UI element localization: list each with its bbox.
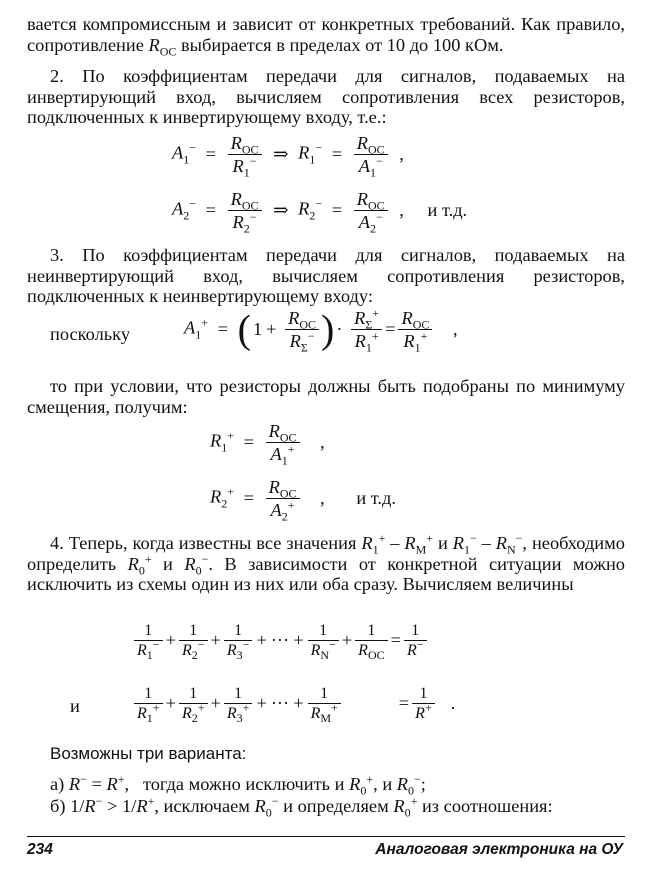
- numerator: 1: [134, 684, 163, 704]
- equals-sign: =: [243, 488, 254, 509]
- paragraph-step-4: [27, 530, 625, 595]
- var-R: R: [349, 774, 361, 794]
- sub: OC: [279, 486, 297, 501]
- dash: –: [390, 533, 400, 553]
- sup: +: [331, 700, 338, 715]
- paragraph-text: , исключаем: [154, 796, 250, 816]
- comma: ,: [399, 200, 404, 221]
- sub: 0: [265, 805, 272, 820]
- var-R: R: [361, 533, 373, 553]
- fraction: [228, 132, 262, 180]
- sub: OC: [299, 317, 317, 332]
- sup: −: [416, 637, 424, 652]
- sup: +: [197, 700, 205, 715]
- sup: −: [271, 793, 279, 808]
- variant-a: а) R− = R+, тогда можно исключить и $R_0^+$, и $R_0^-$;: [50, 771, 426, 798]
- fraction: $\frac{R_{OC}}{A_2^+}$: [266, 476, 300, 521]
- var-R: R: [106, 774, 118, 794]
- sub: 0: [138, 563, 145, 578]
- fraction: [404, 621, 427, 660]
- var-R: R: [356, 133, 368, 153]
- fraction: [134, 684, 163, 726]
- sub: 1: [365, 340, 372, 355]
- sub: 0: [360, 783, 367, 798]
- paren-close: ): [321, 306, 335, 352]
- paragraph-text: из соотношения:: [421, 796, 553, 816]
- fraction: [285, 307, 319, 355]
- var-A: A: [358, 212, 370, 232]
- equation-r1-plus: [210, 420, 330, 468]
- ellipsis: ···: [270, 693, 290, 714]
- list-label: б): [50, 796, 66, 816]
- var-R: R: [232, 156, 244, 176]
- sup: −: [201, 551, 209, 566]
- paragraph-text: вается компромиссным и зависит от конкретных требований. Как правило, сопротивление: [27, 14, 625, 55]
- sub: N: [506, 542, 516, 557]
- var-R: R: [84, 796, 96, 816]
- sup: −: [197, 637, 205, 652]
- equals-sign: =: [91, 774, 102, 794]
- sup: +: [242, 700, 250, 715]
- var-A: A: [184, 317, 196, 338]
- equation-sum-plus: [132, 684, 460, 726]
- numerator: 1: [134, 621, 163, 641]
- sup: −: [95, 793, 103, 808]
- fraction: [354, 132, 388, 180]
- numerator: 1: [404, 621, 427, 641]
- sub: OC: [412, 317, 430, 332]
- var-R: R: [127, 553, 139, 574]
- sup: +: [201, 315, 209, 330]
- sub: 1: [414, 340, 421, 355]
- numerator: 1: [412, 684, 435, 704]
- sup: −: [189, 140, 197, 155]
- sup: +: [144, 551, 152, 566]
- sup: −: [375, 209, 383, 224]
- var-R: R: [356, 189, 368, 209]
- plus-sign: +: [266, 319, 277, 340]
- var-R: R: [354, 331, 366, 351]
- sub: 0: [408, 783, 415, 798]
- sup: +: [287, 497, 295, 512]
- sub: N: [320, 648, 330, 663]
- fraction: [266, 420, 300, 468]
- sub-oc: OC: [159, 44, 177, 59]
- var-R: R: [310, 705, 321, 722]
- var-R: R: [210, 430, 222, 451]
- equation-r2-plus: $R_2^+$ = $\frac{R_{OC}}{A_2^+}$ , и т.д.: [210, 477, 396, 524]
- var-R: R: [396, 774, 409, 794]
- list-label: а): [50, 774, 65, 794]
- plus-sign: +: [256, 630, 267, 651]
- var-A: A: [172, 142, 184, 163]
- sup: −: [315, 140, 323, 155]
- sup: +: [227, 428, 235, 443]
- sub: M: [415, 542, 427, 557]
- sup: −: [242, 637, 250, 652]
- sub: OC: [241, 198, 259, 213]
- sup: −: [152, 637, 160, 652]
- sup: −: [249, 209, 257, 224]
- one: 1: [252, 319, 263, 340]
- sup: −: [515, 530, 523, 545]
- plus-sign: +: [210, 693, 221, 714]
- sub: 0: [195, 563, 202, 578]
- var-R: R: [407, 642, 417, 659]
- var-A: A: [358, 156, 370, 176]
- paragraph-step-3: [27, 245, 625, 307]
- paragraph-text: 2. По коэффициентам передачи для сигналов, подаваемых на инвертирующий вход, вычисляем сопротивления всех резисторов, подключенных к инвертирующему входу, т.е.:: [27, 66, 625, 127]
- plus-sign: +: [165, 693, 176, 714]
- var-R: R: [289, 331, 301, 351]
- equals-sign: =: [331, 200, 343, 221]
- comma: ,: [124, 774, 130, 794]
- page-number: 234: [27, 841, 53, 858]
- var-R: R: [358, 642, 368, 659]
- sub: OC: [241, 142, 259, 157]
- paragraph-text: , и: [373, 774, 393, 794]
- plus-sign: +: [165, 630, 176, 651]
- var-R: R: [288, 308, 300, 328]
- paragraph-step-2: [27, 66, 625, 128]
- paragraph-text: . В зависимости от конкретной ситуации можно исключить из схемы один из них или оба сразу. Вычисляем величины: [27, 553, 625, 594]
- var-R: R: [452, 533, 464, 553]
- var-R: R: [184, 553, 196, 574]
- var-A: A: [270, 444, 282, 464]
- ellipsis: ···: [270, 630, 290, 651]
- var-R: R: [181, 705, 192, 722]
- sub: OC: [367, 648, 385, 663]
- implies-sign: ⇒: [273, 200, 289, 221]
- var-R: R: [68, 774, 81, 794]
- fraction: $\frac{R_{OC}}{R_2^-}$: [228, 188, 262, 233]
- fraction: $\frac{1}{R_3^-}$: [224, 621, 253, 660]
- sup: +: [371, 328, 379, 343]
- variants-heading: [50, 744, 246, 765]
- sub: OC: [368, 198, 385, 213]
- var-R: R: [181, 642, 192, 659]
- paragraph-text: 4. Теперь, когда известны все значения: [50, 533, 357, 553]
- numerator: 1: [224, 621, 253, 641]
- paren-open: (: [237, 306, 251, 352]
- var-R: R: [136, 796, 148, 816]
- paragraph-text: и: [163, 553, 173, 574]
- var-R: R: [230, 189, 242, 209]
- sub: 1: [221, 440, 228, 455]
- sup: +: [410, 793, 418, 808]
- sup: −: [329, 637, 336, 652]
- var-R: R: [298, 142, 310, 163]
- var-R: R: [415, 705, 425, 722]
- sup: +: [152, 700, 160, 715]
- var-R: R: [298, 198, 310, 219]
- var-R: R: [254, 796, 266, 816]
- numerator: 1: [179, 684, 208, 704]
- equals-sign: =: [243, 432, 254, 453]
- var-R: R: [210, 486, 222, 507]
- gt-sign: >: [107, 796, 118, 816]
- comma: ,: [399, 144, 404, 165]
- paragraph-continuation: [27, 14, 625, 59]
- footer-rule: [27, 836, 625, 837]
- equation-a2-minus: $A_2^-$ = $\frac{R_{OC}}{R_2^-}$ ⇒ $R_2^-$ = $\frac{R_{OC}}{A_2^-}$ , и т.д.: [172, 189, 468, 236]
- var-A: A: [270, 500, 282, 520]
- plus-sign: +: [256, 693, 267, 714]
- var-R: R: [401, 308, 413, 328]
- etc-text: и т.д.: [356, 488, 396, 509]
- implies-sign: ⇒: [273, 144, 289, 165]
- and-label: и: [70, 696, 80, 716]
- var-R: R: [393, 796, 405, 816]
- sup: +: [424, 700, 432, 715]
- sub: 1: [146, 648, 153, 663]
- plus-sign: +: [341, 630, 353, 651]
- equals-sign: =: [398, 693, 410, 714]
- fraction: $\frac{1}{R_3^+}$: [224, 684, 253, 723]
- var-R: R: [495, 533, 507, 553]
- sub: Σ: [365, 317, 373, 332]
- sup: −: [189, 196, 197, 211]
- fraction: $\frac{1}{R_2^-}$: [179, 621, 208, 660]
- equals-sign: =: [205, 200, 216, 221]
- sub: 1: [463, 542, 470, 557]
- sub: 1: [372, 542, 379, 557]
- equals-sign: =: [385, 319, 396, 340]
- sup: +: [378, 530, 386, 545]
- sub: M: [320, 711, 332, 726]
- fraction: [308, 621, 339, 663]
- sub: 1: [146, 711, 153, 726]
- numerator: 1: [224, 684, 253, 704]
- variant-b: [50, 793, 553, 820]
- sup: −: [80, 771, 87, 786]
- fraction: [412, 684, 435, 723]
- paragraph-text: то при условии, что резисторы должны быть подобраны по минимуму смещения, получим:: [27, 376, 625, 417]
- sup: +: [426, 530, 434, 545]
- sub: 0: [404, 805, 411, 820]
- plus-sign: +: [210, 630, 221, 651]
- paragraph-text: и: [437, 533, 448, 553]
- sup: +: [117, 771, 125, 786]
- numerator: 1: [355, 621, 387, 641]
- sup: +: [420, 328, 428, 343]
- comma: ,: [320, 488, 325, 509]
- sub: 1: [195, 327, 202, 342]
- sub: OC: [279, 430, 297, 445]
- var-R: R: [310, 642, 321, 659]
- book-title: Аналоговая электроника на ОУ: [375, 841, 623, 858]
- sup: +: [227, 484, 235, 499]
- var-R: R: [268, 421, 280, 441]
- var-R: R: [226, 642, 237, 659]
- sup: +: [287, 441, 295, 456]
- dash: –: [481, 533, 491, 553]
- equals-sign: =: [205, 144, 216, 165]
- sub: OC: [368, 142, 385, 157]
- equation-a1-plus: $A_1^+$ = ( 1 + $\frac{R_{OC}}{R_\Sigma^-}$ ) · $\frac{R_\Sigma^+}{R_1^+}$ = $\frac{R_{OC}}{R_1^+}$ ,: [184, 305, 458, 355]
- comma: ,: [452, 319, 458, 340]
- fraction: [398, 307, 432, 355]
- var-R: R: [137, 705, 147, 722]
- var-R: R: [404, 533, 416, 553]
- sup: −: [249, 153, 257, 168]
- sub: 1: [243, 165, 250, 180]
- var-A: A: [172, 198, 184, 219]
- sub: Σ: [300, 340, 308, 355]
- paragraph-text: необходимо определить: [27, 533, 625, 574]
- sup: −: [414, 771, 421, 786]
- var-R: R: [226, 705, 237, 722]
- sup: +: [147, 793, 155, 808]
- sub: 1: [281, 453, 288, 468]
- fraction: [134, 621, 163, 663]
- paragraph-condition: [27, 376, 625, 417]
- var-R: R: [403, 331, 415, 351]
- text: 1/: [122, 796, 137, 816]
- label-poskolku: поскольку: [50, 324, 131, 344]
- var-R: R: [137, 642, 147, 659]
- equals-sign: =: [390, 630, 401, 651]
- sub: 1: [183, 152, 190, 167]
- fraction: $\frac{1}{R_2^+}$: [179, 684, 208, 723]
- sub: 1: [309, 152, 316, 167]
- var-R: R: [148, 34, 160, 55]
- sup: −: [469, 530, 477, 545]
- comma: ,: [320, 432, 325, 453]
- paragraph-text: выбирается в пределах от 10 до 100 кОм.: [180, 34, 504, 55]
- plus-sign: +: [293, 693, 304, 714]
- numerator: 1: [308, 621, 339, 641]
- fraction: [351, 305, 382, 355]
- var-R: R: [354, 308, 366, 328]
- sup: −: [307, 328, 315, 343]
- fraction: [355, 621, 387, 663]
- paragraph-text: и определяем: [283, 796, 389, 816]
- etc-text: и т.д.: [427, 200, 468, 221]
- sup: −: [315, 196, 323, 211]
- text: 1/: [70, 796, 85, 816]
- var-R: R: [230, 133, 242, 153]
- equation-a1-minus: [172, 132, 409, 180]
- sup: +: [372, 305, 380, 320]
- numerator: 1: [308, 684, 341, 704]
- numerator: 1: [179, 621, 208, 641]
- paragraph-text: тогда можно исключить и: [142, 774, 345, 794]
- paragraph-text: 3. По коэффициентам передачи для сигналов, подаваемых на неинвертирующий вход, вычисляем сопротивления резисторов, подключенных к неинвертирующему входу:: [27, 245, 625, 306]
- fraction: $\frac{R_{OC}}{A_2^-}$: [354, 188, 388, 233]
- equation-sum-minus: [132, 621, 429, 663]
- var-R: R: [268, 477, 280, 497]
- fraction: [308, 684, 341, 726]
- equals-sign: =: [331, 144, 343, 165]
- var-R: R: [232, 212, 244, 232]
- sub: 1: [369, 165, 376, 180]
- plus-sign: +: [293, 630, 304, 651]
- period: .: [450, 693, 456, 714]
- sup: +: [366, 771, 374, 786]
- sup: −: [375, 153, 383, 168]
- comma: ,: [522, 533, 528, 553]
- paragraph-text: Возможны три варианта:: [50, 744, 247, 763]
- equals-sign: =: [217, 319, 228, 340]
